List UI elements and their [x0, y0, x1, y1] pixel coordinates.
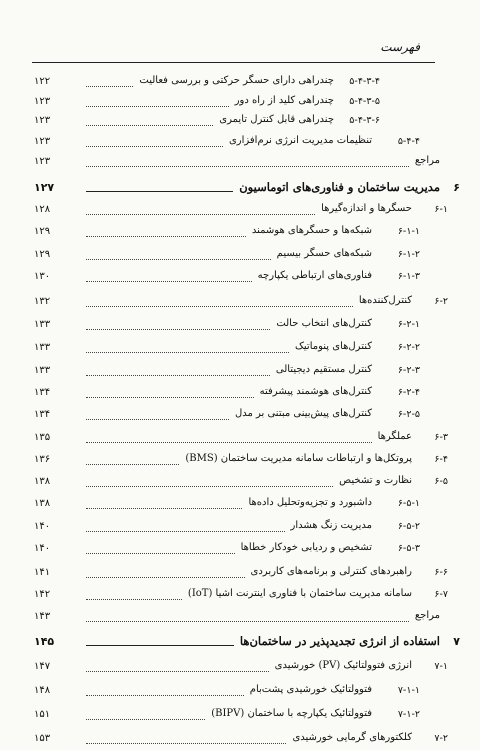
toc-leader-dots: [86, 86, 133, 87]
toc-row[interactable]: [0, 93, 480, 113]
toc-leader-dots: [86, 352, 289, 353]
toc-page-number: ۱۲۳: [34, 96, 51, 107]
toc-entry-title: پروتکل‌ها و ارتباطات سامانه مدیریت ساختمان (BMS): [185, 453, 412, 464]
toc-page-number: ۱۴۳: [34, 611, 51, 622]
toc-row[interactable]: [0, 473, 480, 493]
toc-section-number: ۶-۳: [434, 432, 448, 443]
toc-row[interactable]: [0, 268, 480, 288]
toc-row[interactable]: [0, 246, 480, 266]
toc-entry-title: مدیریت ساختمان و فناوری‌های اتوماسیون: [239, 180, 440, 194]
toc-chapter-row[interactable]: [0, 178, 480, 198]
toc-page-number: ۱۴۸: [34, 685, 51, 696]
toc-entry-title: فتوولتائیک یکپارچه با ساختمان (BIPV): [211, 708, 372, 719]
toc-leader-dots: [86, 645, 234, 646]
toc-row[interactable]: [0, 682, 480, 702]
toc-section-number: ۶-۱: [434, 204, 448, 215]
toc-page-number: ۱۳۳: [34, 365, 51, 376]
toc-page-number: ۱۵۳: [34, 733, 51, 744]
toc-page-number: ۱۳۶: [34, 454, 51, 465]
toc-entry-title: کنترل‌های انتخاب حالت: [276, 318, 372, 329]
toc-leader-dots: [86, 577, 245, 578]
toc-row[interactable]: [0, 518, 480, 538]
toc-row[interactable]: [0, 384, 480, 404]
toc-leader-dots: [86, 259, 271, 260]
toc-page-number: ۱۲۳: [34, 115, 51, 126]
toc-section-number: ۶: [453, 181, 460, 194]
toc-row[interactable]: [0, 586, 480, 606]
toc-row[interactable]: [0, 112, 480, 132]
toc-entry-title: تنظیمات مدیریت انرژی نرم‌افزاری: [228, 135, 372, 146]
toc-section-number: ۶-۲-۳: [397, 365, 420, 376]
toc-row[interactable]: [0, 293, 480, 313]
toc-section-number: ۶-۵-۲: [397, 521, 420, 532]
toc-entry-title: کنترل‌های پنوماتیک: [294, 341, 372, 352]
toc-leader-dots: [86, 553, 235, 554]
toc-page-number: ۱۴۰: [34, 521, 51, 532]
toc-section-number: ۶-۲: [434, 296, 448, 307]
toc-leader-dots: [86, 508, 242, 509]
toc-entry-title: عملگرها: [377, 431, 412, 442]
toc-row[interactable]: [0, 339, 480, 359]
toc-entry-title: کنترل‌های هوشمند پیشرفته: [259, 386, 372, 397]
toc-leader-dots: [86, 306, 353, 307]
toc-page-number: ۱۳۳: [34, 319, 51, 330]
toc-entry-title: راهبردهای کنترلی و برنامه‌های کاربردی: [250, 566, 412, 577]
toc-leader-dots: [86, 621, 409, 622]
toc-page-number: ۱۲۳: [34, 136, 51, 147]
toc-entry-title: فتوولتائیک خورشیدی پشت‌بام: [249, 684, 372, 695]
toc-row[interactable]: [0, 362, 480, 382]
toc-section-number: ۷-۱-۲: [397, 709, 420, 720]
toc-entry-title: استفاده از انرژی تجدیدپذیر در ساختمان‌ها: [239, 634, 440, 648]
toc-row[interactable]: [0, 564, 480, 584]
toc-page-number: ۱۴۵: [34, 635, 55, 648]
toc-row[interactable]: [0, 495, 480, 515]
toc-entry-title: تشخیص و ردیابی خودکار خطاها: [240, 542, 372, 553]
toc-row[interactable]: [0, 223, 480, 243]
toc-section-number: ۶-۵: [434, 476, 448, 487]
toc-section-number: ۶-۱-۳: [397, 271, 420, 282]
toc-section-number: ۶-۴: [434, 454, 448, 465]
toc-entry-title: حسگرها و اندازه‌گیرها: [321, 203, 412, 214]
toc-section-number: ۶-۲-۵: [397, 409, 420, 420]
toc-leader-dots: [86, 146, 223, 147]
toc-leader-dots: [86, 397, 254, 398]
toc-section-number: ۷: [453, 635, 460, 648]
toc-leader-dots: [86, 236, 246, 237]
toc-entry-title: شبکه‌ها و حسگرهای هوشمند: [251, 225, 372, 236]
toc-row[interactable]: [0, 658, 480, 678]
toc-page-number: ۱۴۱: [34, 567, 51, 578]
toc-row[interactable]: [0, 153, 480, 173]
toc-section-number: ۶-۲-۴: [397, 387, 420, 398]
toc-entry-title: انرژی فتوولتائیک (PV) خورشیدی: [274, 660, 412, 671]
toc-leader-dots: [86, 599, 182, 600]
toc-entry-title: مراجع: [414, 610, 440, 621]
toc-section-number: ۶-۵-۳: [397, 543, 420, 554]
page-header: [0, 40, 480, 60]
toc-leader-dots: [86, 486, 333, 487]
toc-page-number: ۱۳۴: [34, 387, 51, 398]
toc-entry-title: کلکتورهای گرمایی خورشیدی: [292, 732, 412, 743]
toc-page-number: ۱۳۲: [34, 296, 51, 307]
toc-page-number: ۱۳۴: [34, 409, 51, 420]
toc-section-number: ۵-۴-۴: [397, 136, 420, 147]
toc-section-number: ۵-۴-۳-۶: [349, 115, 380, 126]
toc-leader-dots: [86, 166, 409, 167]
toc-leader-dots: [86, 419, 229, 420]
toc-entry-title: فناوری‌های ارتباطی یکپارچه: [257, 270, 372, 281]
toc-section-number: ۷-۱: [434, 661, 448, 672]
toc-entry-title: کنترل‌های پیش‌بینی مبتنی بر مدل: [234, 408, 372, 419]
toc-leader-dots: [86, 531, 285, 532]
toc-entry-title: مراجع: [414, 155, 440, 166]
toc-entry-title: کنترل مستقیم دیجیتالی: [275, 364, 372, 375]
toc-page-number: ۱۲۹: [34, 249, 51, 260]
toc-page-number: ۱۲۲: [34, 76, 51, 87]
toc-row[interactable]: [0, 608, 480, 628]
toc-page-number: ۱۴۷: [34, 661, 51, 672]
toc-page-number: ۱۲۸: [34, 204, 51, 215]
toc-leader-dots: [86, 106, 229, 107]
toc-entry-title: چندراهی قابل کنترل تایمری: [219, 114, 334, 125]
toc-page-number: ۱۲۷: [34, 181, 55, 194]
toc-page-number: ۱۵۱: [34, 709, 51, 720]
toc-row[interactable]: [0, 429, 480, 449]
toc-entry-title: شبکه‌های حسگر بیسیم: [276, 248, 372, 259]
toc-row[interactable]: [0, 730, 480, 750]
header-rule: [32, 62, 435, 63]
toc-leader-dots: [86, 743, 286, 744]
toc-chapter-row[interactable]: [0, 632, 480, 652]
toc-entry-title: کنترل‌کننده‌ها: [358, 295, 412, 306]
toc-row[interactable]: [0, 133, 480, 153]
toc-leader-dots: [86, 719, 205, 720]
toc-entry-title: مدیریت زنگ هشدار: [290, 520, 372, 531]
toc-leader-dots: [86, 375, 270, 376]
toc-page-number: ۱۲۳: [34, 156, 51, 167]
toc-page-number: ۱۴۲: [34, 589, 51, 600]
toc-leader-dots: [86, 191, 233, 192]
toc-row[interactable]: [0, 451, 480, 471]
toc-section-number: ۶-۲-۱: [397, 319, 420, 330]
toc-section-number: ۶-۷: [434, 589, 448, 600]
toc-section-number: ۶-۵-۱: [397, 498, 420, 509]
toc-section-number: ۶-۱-۱: [397, 226, 420, 237]
toc-page-number: ۱۲۹: [34, 226, 51, 237]
toc-leader-dots: [86, 464, 179, 465]
toc-section-number: ۶-۱-۲: [397, 249, 420, 260]
toc-section-number: ۶-۲-۲: [397, 342, 420, 353]
toc-row[interactable]: [0, 316, 480, 336]
toc-row[interactable]: [0, 73, 480, 93]
toc-row[interactable]: [0, 540, 480, 560]
toc-leader-dots: [86, 671, 269, 672]
toc-page-number: ۱۳۳: [34, 342, 51, 353]
toc-leader-dots: [86, 125, 213, 126]
toc-entry-title: سامانه مدیریت ساختمان با فناوری اینترنت اشیا (IoT): [187, 588, 412, 599]
toc-page-number: ۱۳۰: [34, 271, 51, 282]
toc-leader-dots: [86, 695, 244, 696]
toc-entry-title: نظارت و تشخیص: [339, 475, 412, 486]
toc-page-number: ۱۳۸: [34, 476, 51, 487]
toc-page-number: ۱۳۵: [34, 432, 51, 443]
toc-section-number: ۵-۴-۳-۴: [349, 76, 380, 87]
toc-page-number: ۱۳۸: [34, 498, 51, 509]
toc-section-number: ۵-۴-۳-۵: [349, 96, 380, 107]
toc-row[interactable]: [0, 201, 480, 221]
toc-row[interactable]: [0, 406, 480, 426]
toc-page-number: ۱۴۰: [34, 543, 51, 554]
toc-leader-dots: [86, 214, 315, 215]
toc-section-number: ۷-۲: [434, 733, 448, 744]
header-title: فهرست: [380, 40, 420, 54]
toc-section-number: ۶-۶: [434, 567, 448, 578]
toc-leader-dots: [86, 329, 270, 330]
toc-leader-dots: [86, 442, 372, 443]
toc-entry-title: چندراهی دارای حسگر حرکتی و بررسی فعالیت: [139, 75, 334, 86]
toc-row[interactable]: [0, 706, 480, 726]
toc-entry-title: داشبورد و تجزیه‌وتحلیل داده‌ها: [248, 497, 372, 508]
toc-leader-dots: [86, 281, 252, 282]
toc-section-number: ۷-۱-۱: [397, 685, 420, 696]
toc-entry-title: چندراهی کلید از راه دور: [234, 95, 334, 106]
